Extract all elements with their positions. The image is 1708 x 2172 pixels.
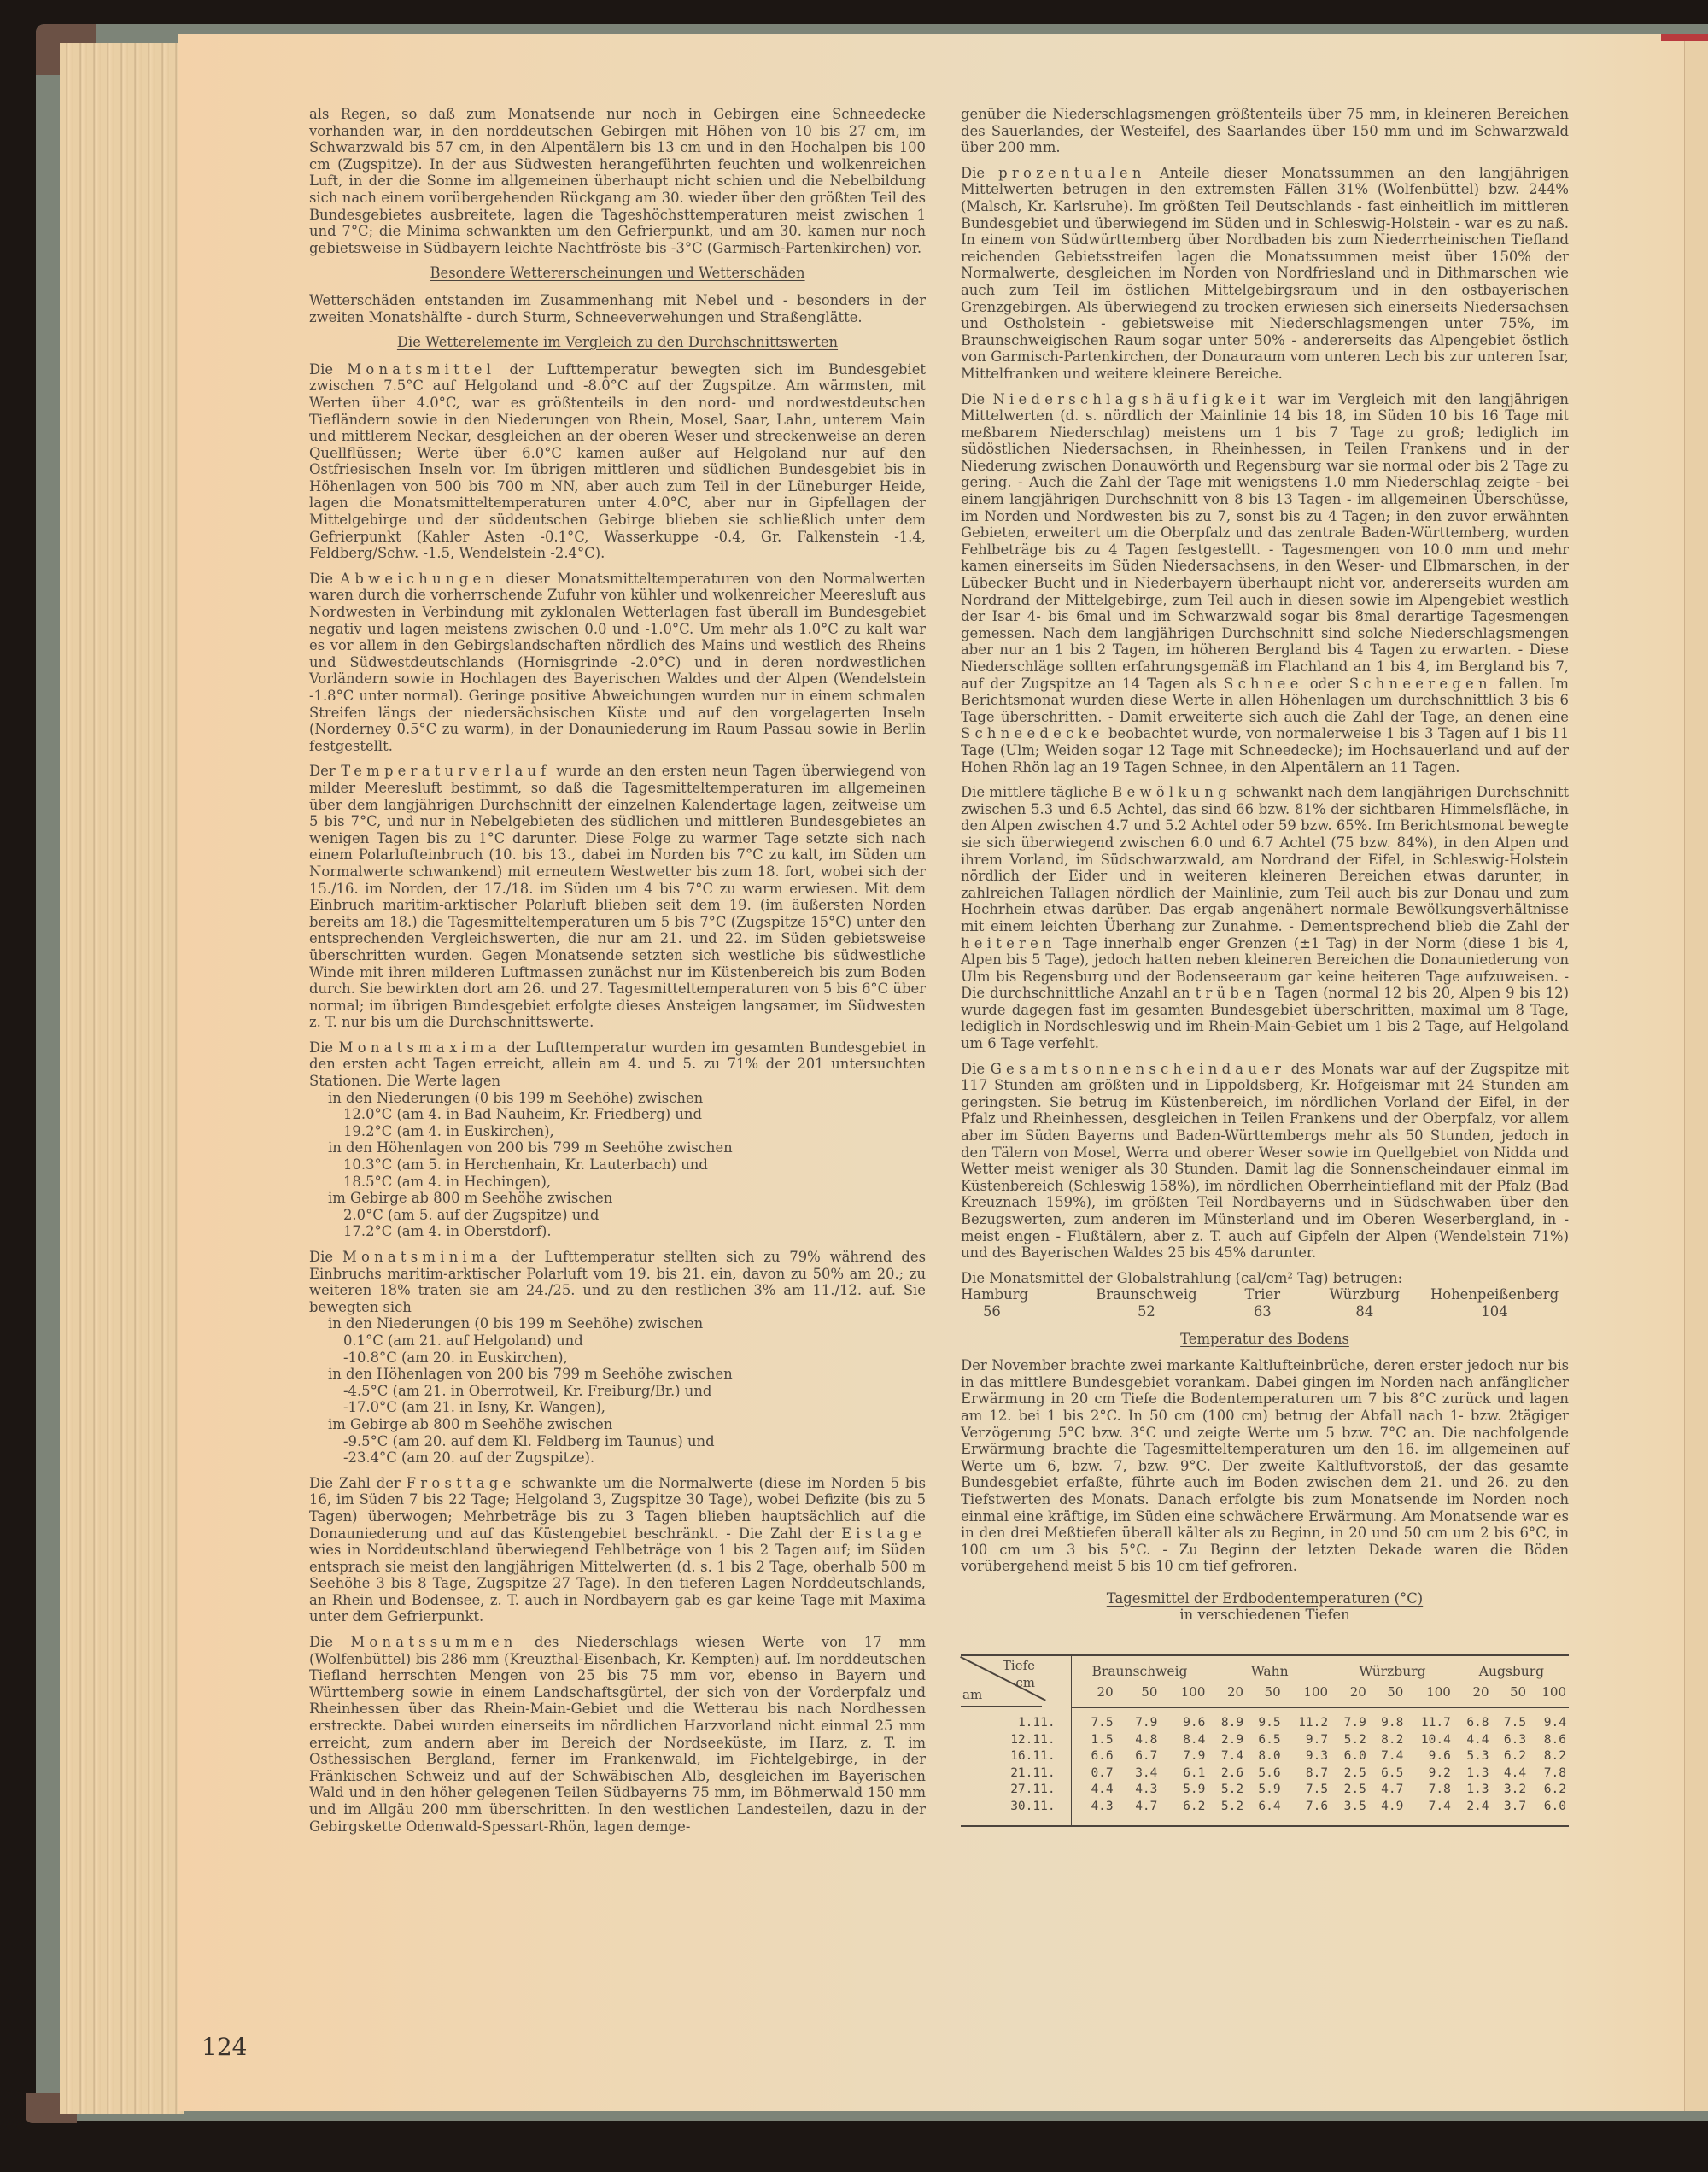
table-cell: 5.2	[1331, 1732, 1369, 1749]
paragraph-percentages	[961, 165, 1569, 383]
page-number: 124	[202, 2033, 248, 2061]
paragraph-damage	[309, 292, 926, 325]
table-cell: 7.5	[1071, 1707, 1116, 1732]
table-cell: 7.5	[1305, 1783, 1329, 1797]
table-cell: 1.3	[1454, 1782, 1491, 1799]
depth-header: 100	[1160, 1683, 1208, 1707]
text-segment: fallen. Im Berichtsmonat wurden diese Werte in allen Höhenlagen um durchschnittlich 3 bis 6 Tage überschritten. - Damit erweiterte sich auch die Zahl der Tage, an denen eine	[961, 675, 1569, 725]
text-segment: wies in Norddeutschland überwiegend Fehlbeträge von 1 bis 2 Tagen auf; im Süden entsprach sie meist den langjährigen Mittelwerten (d. s. 1 bis 2 Tage, oberhalb 500 m Seehöhe 3 bis 8 Tage, Zugspitze 27 Tage). In den tieferen Lagen Norddeutschlands, an Rhein und Bodensee, z. T. auch in Nordbayern gab es gar keine Tage mit Maxima unter dem Gefrierpunkt.	[309, 1542, 926, 1625]
corner-unit-label: cm	[1015, 1675, 1035, 1691]
table-row	[961, 1748, 1569, 1765]
list-line: in den Niederungen (0 bis 199 m Seehöhe) zwischen	[328, 1089, 704, 1106]
red-bookmark-edge	[1661, 34, 1708, 41]
text-segment: schwankte um die Normalwerte (diese im Norden 5 bis 16, im Süden 7 bis 22 Tage; Helgoland 3, Zugspitze 30 Tage), wobei Defizite (bis zu 5 Tagen) überwogen; Mehrbeträge bis zu 3 Tagen blieben hauptsächlich auf die Donauniederung und auf das Küstengebiet beschränkt. - Die Zahl der	[309, 1474, 926, 1542]
table-cell: 4.4	[1454, 1732, 1491, 1749]
depth-header: 100	[1284, 1683, 1331, 1707]
table-cell: 8.2	[1543, 1749, 1566, 1764]
left-column	[309, 106, 926, 1843]
list-line: -10.8°C (am 20. in Euskirchen),	[343, 1349, 568, 1366]
list-line: -9.5°C (am 20. auf dem Kl. Feldberg im Taunus) und	[343, 1432, 715, 1449]
paragraph-frost-days	[309, 1475, 926, 1625]
text-segment: als Regen, so daß zum Monatsende nur noch in Gebirgen eine Schneedecke vorhanden war, in den norddeutschen Gebirgen mit Höhen von 10 bis 27 cm, im Schwarzwald bis 57 cm, in den Alpentälern bis 13 cm und in den Hochalpen bis 100 cm (Zugspitze). In der aus Südwesten herangeführten feuchten und wolkenreichen Luft, in der die Sonne im allgemeinen überhaupt nicht schien und die Nebelbildung sich nach einem vorübergehenden Rückgang am 30. wieder über den größten Teil des Bundesgebietes ausbreitete, lagen die Tageshöchsttemperaturen meist zwischen 1 und 7°C; die Minima schwankten um den Gefrierpunkt, und am 30. kamen nur noch gebietsweise in Südbayern leichte Nachtfröste bis -3°C (Garmisch-Partenkirchen) vor.	[309, 106, 926, 256]
table-cell: 9.6	[1428, 1749, 1451, 1764]
row-date: 27.11.	[1010, 1783, 1056, 1797]
table-cell: 7.9	[1135, 1716, 1158, 1730]
radiation-value: 84	[1355, 1303, 1374, 1320]
table-cell: 5.2	[1208, 1782, 1246, 1799]
list-line: in den Höhenlagen von 200 bis 799 m Seehöhe zwischen	[328, 1139, 733, 1156]
list-line: 18.5°C (am 4. in Hechingen),	[343, 1173, 552, 1190]
emphasized-term: Bewölkung	[1112, 784, 1231, 801]
row-date: 21.11.	[1010, 1765, 1056, 1780]
table-cell: 9.4	[1543, 1716, 1566, 1730]
table-cell: 9.6	[1183, 1716, 1206, 1730]
text-segment: beobachtet wurde, von normalerweise 1 bis 3 Tagen auf 1 bis 11 Tage (Ulm; Weiden sogar 12 Tage mit Schneedecke); im Hochsauerland und auf der Hohen Rhön lag an 19 Tagen Schnee, in den Alpentälern an 11 Tagen.	[961, 725, 1569, 776]
list-line: 12.0°C (am 4. in Bad Nauheim, Kr. Friedberg) und	[343, 1106, 702, 1123]
text-segment: des Monats war auf der Zugspitze mit 117 Stunden am größten und in Lippoldsberg, Kr. Hofgeismar mit 24 Stunden am geringsten. Sie betrug im Küstenbereich, im nördlichen Vorland der Eifel, in der Pfalz und Rheinhessen, desgleichen in Teilen Frankens und der Oberpfalz, vor allem aber im Süden Bayerns und Baden-Württembergs mehr als 50 Stunden, jedoch in den Tälern von Mosel, Werra und oberer Weser sowie im Quellgebiet von Nidda und Wetter meist weniger als 30 Stunden. Damit lag die Sonnenscheindauer einmal im Küstenbereich (Schleswig 158%), im nördlichen Oberrheintiefland mit der Pfalz (Bad Kreuznach 159%), im größten Teil Nordbayerns und in Südschwaben über den Bezugswerten, zum anderen im Münsterland und im Oberen Weserbergland, in - meist engen - Flußtälern, aber z. T. auch auf Gipfeln der Alpen (Wendelstein 71%) und des Bayerischen Waldes 25 bis 45% darunter.	[961, 1060, 1569, 1262]
table-cell: 9.5	[1258, 1716, 1281, 1730]
list-line: 2.0°C (am 5. auf der Zugspitze) und	[343, 1206, 600, 1223]
emphasized-term: trüben	[1195, 985, 1270, 1002]
table-cell: 7.4	[1406, 1799, 1454, 1827]
right-column	[961, 106, 1569, 1827]
paragraph-precip-frequency	[961, 391, 1569, 776]
table-cell: 11.2	[1298, 1716, 1329, 1730]
table-row	[961, 1782, 1569, 1799]
row-date: 16.11.	[1010, 1749, 1056, 1764]
table-cell: 9.7	[1305, 1732, 1329, 1747]
table-header-stations	[961, 1655, 1569, 1683]
emphasized-term: prozentualen	[998, 164, 1146, 181]
page-edges	[60, 43, 184, 2114]
text-segment: genüber die Niederschlagsmengen größtenteils über 75 mm, in kleineren Bereichen des Sauerlandes, der Westeifel, des Saarlandes über 150 mm und im Schwarzwald über 200 mm.	[961, 106, 1569, 156]
text-segment: Die	[961, 1060, 991, 1077]
section-heading	[309, 265, 926, 282]
table-row	[961, 1732, 1569, 1749]
table-cell: 5.6	[1258, 1765, 1281, 1780]
table-cell: 7.8	[1543, 1765, 1566, 1780]
table-row	[961, 1707, 1569, 1732]
station-header: Braunschweig	[1071, 1655, 1208, 1683]
list-line: im Gebirge ab 800 m Seehöhe zwischen	[328, 1190, 613, 1207]
table-cell: 9.8	[1381, 1716, 1404, 1730]
text-segment: oder	[1302, 675, 1349, 692]
table-cell: 2.5	[1331, 1765, 1369, 1783]
text-segment: schwankt nach dem langjährigen Durchschnitt zwischen 5.3 und 6.5 Achtel, das sind 66 bzw. 81% der sichtbaren Himmelsfläche, in den Alpen zwischen 4.7 und 5.2 Achtel oder 59 bzw. 65%. Im Berichtsmonat bewegte sie sich überwiegend zwischen 6.0 und 6.7 Achtel (75 bzw. 84%), in den Alpen und ihrem Vorland, im Südschwarzwald, am Nordrand der Eifel, in Schleswig-Holstein nördlich der Eider und in weiteren kleineren Bereichen etwas darunter, in zahlreichen Tallagen nördlich der Mainlinie, zum Teil auch bis zur Donau und zum Hochrhein etwas darüber. Das ergab angenähert normale Bewölkungsverhältnisse mit einem leichten Überhang zur Zunahme. - Dementsprechend blieb die Zahl der	[961, 784, 1570, 934]
table-cell: 4.3	[1135, 1783, 1158, 1797]
table-cell: 6.1	[1183, 1765, 1206, 1780]
heading-soil-temperature: Temperatur des Bodens	[1180, 1330, 1349, 1347]
depth-header: 50	[1492, 1683, 1530, 1707]
table-row	[961, 1765, 1569, 1783]
table-cell: 4.3	[1071, 1799, 1116, 1827]
paragraph-precipitation	[309, 1634, 926, 1835]
table-cell: 4.4	[1503, 1765, 1527, 1780]
text-segment: der Lufttemperatur wurden im gesamten Bundesgebiet in den ersten acht Tagen erreicht, allein am 4. und 5. zu 71% der 201 untersuchten Stationen. Die Werte lagen	[309, 1039, 927, 1090]
table-cell: 5.9	[1258, 1783, 1281, 1797]
paragraph-temperature-course	[309, 763, 926, 1031]
radiation-table	[961, 1286, 1569, 1320]
depth-header: 20	[1208, 1683, 1246, 1707]
table-cell: 6.3	[1503, 1732, 1527, 1747]
emphasized-term: Gesamtsonnenscheindauer	[990, 1060, 1286, 1077]
text-segment: Wetterschäden entstanden im Zusammenhang mit Nebel und - besonders in der zweiten Monatshälfte - durch Sturm, Schneeverwehungen und Straßenglätte.	[309, 291, 926, 325]
table-cell: 6.2	[1160, 1799, 1208, 1827]
table-cell: 1.5	[1071, 1732, 1116, 1749]
list-line: in den Niederungen (0 bis 199 m Seehöhe) zwischen	[328, 1315, 704, 1332]
table-cell: 9.3	[1305, 1749, 1329, 1764]
table-cell: 5.9	[1183, 1783, 1206, 1797]
corner-depth-label: Tiefe	[1002, 1658, 1035, 1674]
radiation-intro: Die Monatsmittel der Globalstrahlung (cal/cm² Tag) betrugen:	[961, 1269, 1403, 1286]
radiation-station: Hohenpeißenberg	[1430, 1286, 1559, 1303]
radiation-station: Würzburg	[1329, 1286, 1401, 1303]
emphasized-term: Frosttage	[406, 1474, 516, 1491]
table-title: Tagesmittel der Erdbodentemperaturen (°C)	[1106, 1589, 1424, 1607]
table-cell: 9.2	[1428, 1765, 1451, 1780]
text-segment: Die Zahl der	[309, 1474, 407, 1491]
radiation-value: 63	[1253, 1303, 1272, 1320]
text-segment: Die	[961, 390, 993, 407]
emphasized-term: Monatsmittel	[347, 360, 496, 378]
corner-date-label: am	[962, 1687, 983, 1703]
table-cell: 0.7	[1071, 1765, 1116, 1783]
radiation-station: Hamburg	[961, 1286, 1028, 1303]
table-body	[961, 1707, 1569, 1826]
table-cell: 2.9	[1208, 1732, 1246, 1749]
table-cell: 8.4	[1183, 1732, 1206, 1747]
table-cell: 4.9	[1369, 1799, 1407, 1827]
table-cell: 4.7	[1116, 1799, 1161, 1827]
table-cell: 7.4	[1381, 1749, 1404, 1764]
paragraph-monthly-mean	[309, 361, 926, 562]
depth-header: 20	[1454, 1683, 1491, 1707]
radiation-station: Trier	[1244, 1286, 1281, 1303]
section-heading	[309, 334, 926, 351]
soil-temperature-table	[961, 1654, 1569, 1827]
paragraph-cloudiness	[961, 784, 1569, 1052]
table-cell: 6.5	[1381, 1765, 1404, 1780]
text-segment: Die	[961, 164, 999, 181]
table-cell: 11.7	[1420, 1716, 1451, 1730]
table-cell: 8.9	[1208, 1707, 1246, 1732]
section-heading	[961, 1331, 1569, 1348]
emphasized-term: Monatsmaxima	[338, 1039, 501, 1056]
emphasized-term: Abweichungen	[340, 570, 500, 587]
emphasized-term: Schneedecke	[961, 725, 1104, 742]
depth-header: 100	[1406, 1683, 1454, 1707]
radiation-value: 52	[1137, 1303, 1155, 1320]
table-cell: 6.5	[1258, 1732, 1281, 1747]
list-line: -4.5°C (am 21. in Oberrotweil, Kr. Freiburg/Br.) und	[343, 1382, 712, 1399]
text-segment: dieser Monatsmitteltemperaturen von den Normalwerten waren durch die vorherrschende Zufuhr von kühler und wolkenreicher Meeresluft aus Nordwesten in Verbindung mit zyklonalen Wetterlagen fast überall im Bundesgebiet negativ und lagen meistens zwischen 0.0 und -1.0°C. Um mehr als 1.0°C zu kalt war es vor allem in den Gebirgslandschaften nördlich des Mains und westlich des Rheins und Südwestdeutschlands (Hornisgrinde -2.0°C) und in deren nordwestlichen Vorländern sowie in Hochlagen des Bayerischen Waldes und der Alpen (Wendelstein -1.8°C unter normal). Geringe positive Abweichungen wurden nur in einem schmalen Streifen längs der niedersächsischen Küste und auf den vorgelagerten Inseln (Norderney 0.5°C zu warm), in der Donauniederung im Raum Passau sowie in Berlin festgestellt.	[309, 570, 926, 754]
text-segment: Der	[309, 763, 342, 780]
table-cell: 3.4	[1135, 1765, 1158, 1780]
list-line: 10.3°C (am 5. in Herchenhain, Kr. Lauterbach) und	[343, 1156, 708, 1174]
table-cell: 6.7	[1135, 1749, 1158, 1764]
table-row	[961, 1799, 1569, 1827]
paragraph-minima	[309, 1249, 926, 1315]
table-cell: 3.7	[1492, 1799, 1530, 1827]
text-segment: Tagen (normal 12 bis 20, Alpen 9 bis 12) wurde dagegen fast im gesamten Bundesgebiet überschritten, maximal um 8 Tage, lediglich in Nordschleswig und im Rhein-Main-Gebiet um 1 bis 2 Tage, auf Helgoland um 6 Tage verfehlt.	[961, 985, 1569, 1052]
table-cell: 6.2	[1543, 1783, 1566, 1797]
text-segment: Tage innerhalb enger Grenzen (±1 Tag) in der Norm (diese 1 bis 4, Alpen bis 5 Tage), jedoch hatten neben kleineren Bereichen die Donauniederung von Ulm bis Regensburg und der Bodenseeraum gar keine heiteren Tage aufzuweisen. - Die durchschnittliche Anzahl an	[961, 934, 1569, 1002]
facing-page-edge	[1684, 34, 1708, 2111]
table-cell: 8.6	[1543, 1732, 1566, 1747]
paragraph-maxima	[309, 1039, 926, 1090]
table-corner	[961, 1655, 1071, 1707]
table-cell: 6.2	[1503, 1749, 1527, 1764]
list-line: 19.2°C (am 4. in Euskirchen),	[343, 1122, 554, 1139]
emphasized-term: Eistage	[841, 1525, 926, 1542]
text-segment: wurde an den ersten neun Tagen überwiegend von milder Meeresluft bestimmt, so daß die Tagesmitteltemperaturen im allgemeinen über dem langjährigen Durchschnitt der einzelnen Kalendertage lagen, zeitweise um 5 bis 7°C, und nur in Nebelgebieten des südlichen und mittleren Bundesgebietes an wenigen Tagen bis zu 1°C darunter. Diese Folge zu warmer Tage setzte sich nach einem Polarlufteinbruch (10. bis 13., dabei im Norden bis 7°C zu kalt, im Süden um Normalwerte schwankend) mit erneutem Westwetter bis zum 18. fort, wobei sich der 15./16. im Norden, der 17./18. im Süden um 4 bis 7°C zu warm erwiesen. Mit dem Einbruch maritim-arktischer Polarluft blieben seit dem 19. (im äußersten Norden bereits am 18.) die Tagesmitteltemperaturen um 5 bis 7°C (Zugspitze 15°C) unter den entsprechenden Vergleichswerten, die nur am 21. und 22. im Süden gebietsweise überschritten wurden. Gegen Monatsende setzten sich westliche bis südwestliche Winde mit ihren milderen Luftmassen zunächst nur im Küstenbereich bis zum Boden durch. Sie bewirkten dort am 26. und 27. Tagesmitteltemperaturen von 5 bis 6°C über normal; im übrigen Bundesgebiet erfolgte dieses Ansteigen langsamer, im Südwesten z. T. nur bis um die Durchschnittswerte.	[309, 763, 926, 1031]
emphasized-term: Monatsminima	[342, 1249, 502, 1265]
depth-header: 50	[1246, 1683, 1284, 1707]
depth-header: 20	[1331, 1683, 1369, 1707]
list-line: im Gebirge ab 800 m Seehöhe zwischen	[328, 1415, 613, 1432]
station-header: Wahn	[1208, 1655, 1331, 1683]
heading-comparison: Die Wetterelemente im Vergleich zu den Durchschnittswerten	[396, 334, 839, 351]
row-date: 1.11.	[1017, 1715, 1056, 1730]
table-cell: 2.6	[1208, 1765, 1246, 1783]
table-cell: 1.3	[1454, 1765, 1491, 1783]
text-segment: Die	[309, 1249, 342, 1265]
radiation-station: Braunschweig	[1096, 1286, 1197, 1303]
table-cell: 5.2	[1208, 1799, 1246, 1827]
table-cell: 6.0	[1529, 1799, 1569, 1827]
table-cell: 5.3	[1454, 1748, 1491, 1765]
text-segment: Die	[309, 1039, 339, 1056]
text-segment: Die	[309, 1634, 351, 1651]
maxima-list	[309, 1090, 926, 1240]
table-cell: 2.5	[1331, 1782, 1369, 1799]
table-cell: 6.6	[1071, 1748, 1116, 1765]
text-segment: der Lufttemperatur bewegten sich im Bundesgebiet zwischen 7.5°C auf Helgoland und -8.0°C auf der Zugspitze. Am wärmsten, mit Werten über 4.0°C, war es größtenteils in den nord- und nordwestdeutschen Tiefländern sowie in den Niederungen von Rhein, Mosel, Saar, Lahn, unterem Main und mittlerem Neckar, desgleichen an der oberen Weser und streckenweise an deren Quellflüssen; Werte über 6.0°C kamen außer auf Helgoland nur auf den Ostfriesischen Inseln vor. Im übrigen mittleren und südlichen Bundesgebiet bis in Höhenlagen von 500 bis 700 m NN, aber auch zum Teil in der Lüneburger Heide, lagen die Monatsmitteltemperaturen unter 4.0°C, aber nur in Gipfellagen der Mittelgebirge und der süddeutschen Gebirge blieben sie schließlich unter dem Gefrierpunkt (Kahler Asten -0.1°C, Wasserkuppe -0.4, Gr. Falkenstein -1.4, Feldberg/Schw. -1.5, Wendelstein -2.4°C).	[309, 360, 926, 562]
paragraph-snow	[309, 106, 926, 256]
table-cell: 7.6	[1284, 1799, 1331, 1827]
table-subtitle: in verschiedenen Tiefen	[1179, 1607, 1350, 1624]
paragraph-deviations	[309, 571, 926, 755]
emphasized-term: Niederschlagshäufigkeit	[992, 390, 1270, 407]
radiation-value: 104	[1481, 1303, 1508, 1320]
table-cell: 8.0	[1258, 1749, 1281, 1764]
list-line: -17.0°C (am 21. in Isny, Kr. Wangen),	[343, 1399, 605, 1416]
table-cell: 4.8	[1135, 1732, 1158, 1747]
table-caption	[961, 1590, 1569, 1624]
table-cell: 2.4	[1454, 1799, 1491, 1827]
station-header: Augsburg	[1454, 1655, 1569, 1683]
row-date: 12.11.	[1010, 1732, 1056, 1747]
emphasized-term: Schneeregen	[1348, 675, 1492, 692]
list-line: 17.2°C (am 4. in Oberstdorf).	[343, 1223, 552, 1240]
table-cell: 4.4	[1071, 1782, 1116, 1799]
depth-header: 20	[1071, 1683, 1116, 1707]
text-segment: Anteile dieser Monatssummen an den langjährigen Mittelwerten betrugen in den extremsten Fällen 31% (Wolfenbüttel) bzw. 244% (Malsch, Kr. Karlsruhe). Im größten Teil Deutschlands - fast einheitlich im mittleren Bundesgebiet und überwiegend im Süden und in Schleswig-Holstein - war es zu naß. In einem von Südwürttemberg über Nordbaden bis zum Niederrheinischen Tiefland reichenden Gebietsstreifen lagen die Monatssummen meist über 150% der Normalwerte, desgleichen im Norden von Nordfriesland und in Dithmarschen wie auch zum Teil im östlichen Mittelgebirgsraum und in den ostbayerischen Grenzgebirgen. Als überwiegend zu trocken erwiesen sich einerseits Niedersachsen und Ostholstein - gebietsweise mit Niederschlagsmengen unter 75%, im Braunschweigischen Raum sogar unter 50% - andererseits das Alpengebiet östlich von Garmisch-Partenkirchen, der Donauraum vom unteren Lech bis zur unteren Isar, Mittelfranken und weitere kleinere Bereiche.	[961, 164, 1570, 382]
paragraph-sunshine	[961, 1061, 1569, 1262]
table-cell: 6.4	[1246, 1799, 1284, 1827]
table-cell: 6.8	[1454, 1707, 1491, 1732]
table-cell: 4.7	[1381, 1783, 1404, 1797]
table-cell: 6.0	[1331, 1748, 1369, 1765]
table-cell: 10.4	[1420, 1732, 1451, 1747]
list-line: in den Höhenlagen von 200 bis 799 m Seehöhe zwischen	[328, 1366, 733, 1383]
heading-weather-damage: Besondere Wettererscheinungen und Wetterschäden	[430, 265, 805, 282]
emphasized-term: Temperaturverlauf	[341, 763, 551, 780]
table-cell: 7.9	[1331, 1707, 1369, 1732]
text-segment: Die	[309, 360, 348, 378]
emphasized-term: heiteren	[961, 934, 1056, 951]
station-header: Würzburg	[1331, 1655, 1454, 1683]
depth-header: 50	[1116, 1683, 1161, 1707]
depth-header: 100	[1529, 1683, 1569, 1707]
row-date: 30.11.	[961, 1799, 1071, 1827]
table-cell: 7.5	[1503, 1716, 1527, 1730]
paragraph-soil	[961, 1357, 1569, 1575]
table-cell: 8.7	[1305, 1765, 1329, 1780]
text-segment: Die	[309, 570, 341, 587]
text-segment: des Niederschlags wiesen Werte von 17 mm (Wolfenbüttel) bis 286 mm (Kreuzthal-Eisenbach, Kr. Kempten) auf. Im norddeutschen Tiefland herrschten Mengen von 25 bis 75 mm vor, ebenso in Bayern und Württemberg sowie in einem Landschaftsgürtel, der sich von der Vorderpfalz und Rheinhessen über das Rhein-Main-Gebiet und die Wetterau bis nach Nordhessen erstreckte. Dabei wurden einerseits im nördlichen Harzvorland nicht einmal 25 mm erreicht, zum andern aber im Bereich der Nordseeküste, im Harz, z. T. im Osthessischen Bergland, ferner im Frankenwald, im Fichtelgebirge, in der Fränkischen Schweiz und auf der Schwäbischen Alb, desgleichen im Bayerischen Wald und in den höher gelegenen Teilen Südbayerns 75 mm, im Böhmerwald 150 mm und im Allgäu 200 mm überschritten. In den westlichen Landesteilen, dazu in der Gebirgskette Odenwald-Spessart-Rhön, lagen demge-	[309, 1634, 926, 1835]
depth-header: 50	[1369, 1683, 1407, 1707]
paragraph-precipitation-cont	[961, 106, 1569, 156]
radiation-value: 56	[983, 1303, 1001, 1320]
table-cell: 7.8	[1428, 1783, 1451, 1797]
emphasized-term: Schnee	[1224, 675, 1303, 692]
text-segment: der Lufttemperatur stellten sich zu 79% während des Einbruchs maritim-arktischer Polarluft vom 19. bis 21. ein, davon zu 50% am 20.; zu weiteren 18% traten sie am 24./25. und zu den restlichen 3% am 11./12. auf. Sie bewegten sich	[309, 1249, 926, 1315]
minima-list	[309, 1315, 926, 1466]
list-line: -23.4°C (am 20. auf der Zugspitze).	[343, 1449, 595, 1467]
text-segment: Die mittlere tägliche	[961, 784, 1113, 801]
text-segment: Der November brachte zwei markante Kaltlufteinbrüche, deren erster jedoch nur bis in das mittlere Bundesgebiet vorankam. Dabei gingen im Norden nach anfänglicher Erwärmung in 20 cm Tiefe die Bodentemperaturen um 7 bis 8°C zurück und lagen am 12. bei 1 bis 2°C. In 50 cm (100 cm) betrug der Abfall nach 1- bzw. 2tägiger Verzögerung 5°C bzw. 3°C und zeigte Werte um 5 bzw. 7°C an. Die nachfolgende Erwärmung brachte die Tagesmitteltemperaturen um den 16. im allgemeinen auf Werte um 6, bzw. 7, bzw. 9°C. Der zweite Kaltluftvorstoß, der das gesamte Bundesgebiet erfaßte, führte auch im Boden zwischen dem 21. und 26. zu den Tiefstwerten des Monats. Danach erfolgte bis zum Monatsende im Norden noch einmal eine kräftige, im Süden eine schwächere Erwärmung. Am Monatsende war es in den drei Meßtiefen überall kälter als zu Beginn, in 20 und 50 cm um 2 bis 6°C, in 100 cm um 3 bis 5°C. - Zu Beginn der letzten Dekade waren die Böden vorübergehend meist 5 bis 10 cm tief gefroren.	[961, 1357, 1569, 1575]
table-cell: 3.2	[1503, 1783, 1527, 1797]
list-line: 0.1°C (am 21. auf Helgoland) und	[343, 1332, 583, 1349]
table-cell: 3.5	[1331, 1799, 1369, 1827]
table-cell: 7.9	[1183, 1749, 1206, 1764]
table-cell: 8.2	[1381, 1732, 1404, 1747]
text-segment: war im Vergleich mit den langjährigen Mittelwerten (d. s. nördlich der Mainlinie 14 bis 18, im Süden 10 bis 16 Tage mit meßbarem Niederschlag) meistens um 1 bis 7 Tage zu groß; lediglich im südöstlichen Niedersachsen, in Rheinhessen, in Teilen Frankens und in der Niederung zwischen Donauwörth und Regensburg war sie normal oder bis 2 Tage zu gering. - Auch die Zahl der Tage mit wenigstens 1.0 mm Niederschlag zeigte - bei einem langjährigen Durchschnitt von 8 bis 13 Tagen - im allgemeinen Überschüsse, im Norden und Nordwesten bis zu 7, sonst bis zu 4 Tagen; in den zuvor erwähnten Gebieten, erweitert um die Oberpfalz und das zentrale Baden-Württemberg, wurden Fehlbeträge bis zu 4 Tagen festgestellt. - Tagesmengen von 10.0 mm und mehr kamen einerseits im Süden Niedersachsens, in den Weser- und Elbmarschen, in der Lübecker Bucht und in Niederbayern überhaupt nicht vor, andererseits wurden am Nordrand der Mittelgebirge, zum Teil auch in diesen sowie im Alpengebiet westlich der Isar 4- bis 6mal und im Schwarzwald sogar bis 8mal derartige Tagesmengen gemessen. Nach dem langjährigen Durchschnitt sind solche Niederschlagsmengen aber nur an 1 bis 2 Tagen, im höheren Bergland bis 4 Tagen zu erwarten. - Diese Niederschläge sollten erfahrungsgemäß im Flachland an 1 bis 4, im Bergland bis 7, auf der Zugspitze an 14 Tagen als	[961, 390, 1569, 692]
emphasized-term: Monatssummen	[350, 1634, 518, 1651]
table-cell: 7.4	[1208, 1748, 1246, 1765]
